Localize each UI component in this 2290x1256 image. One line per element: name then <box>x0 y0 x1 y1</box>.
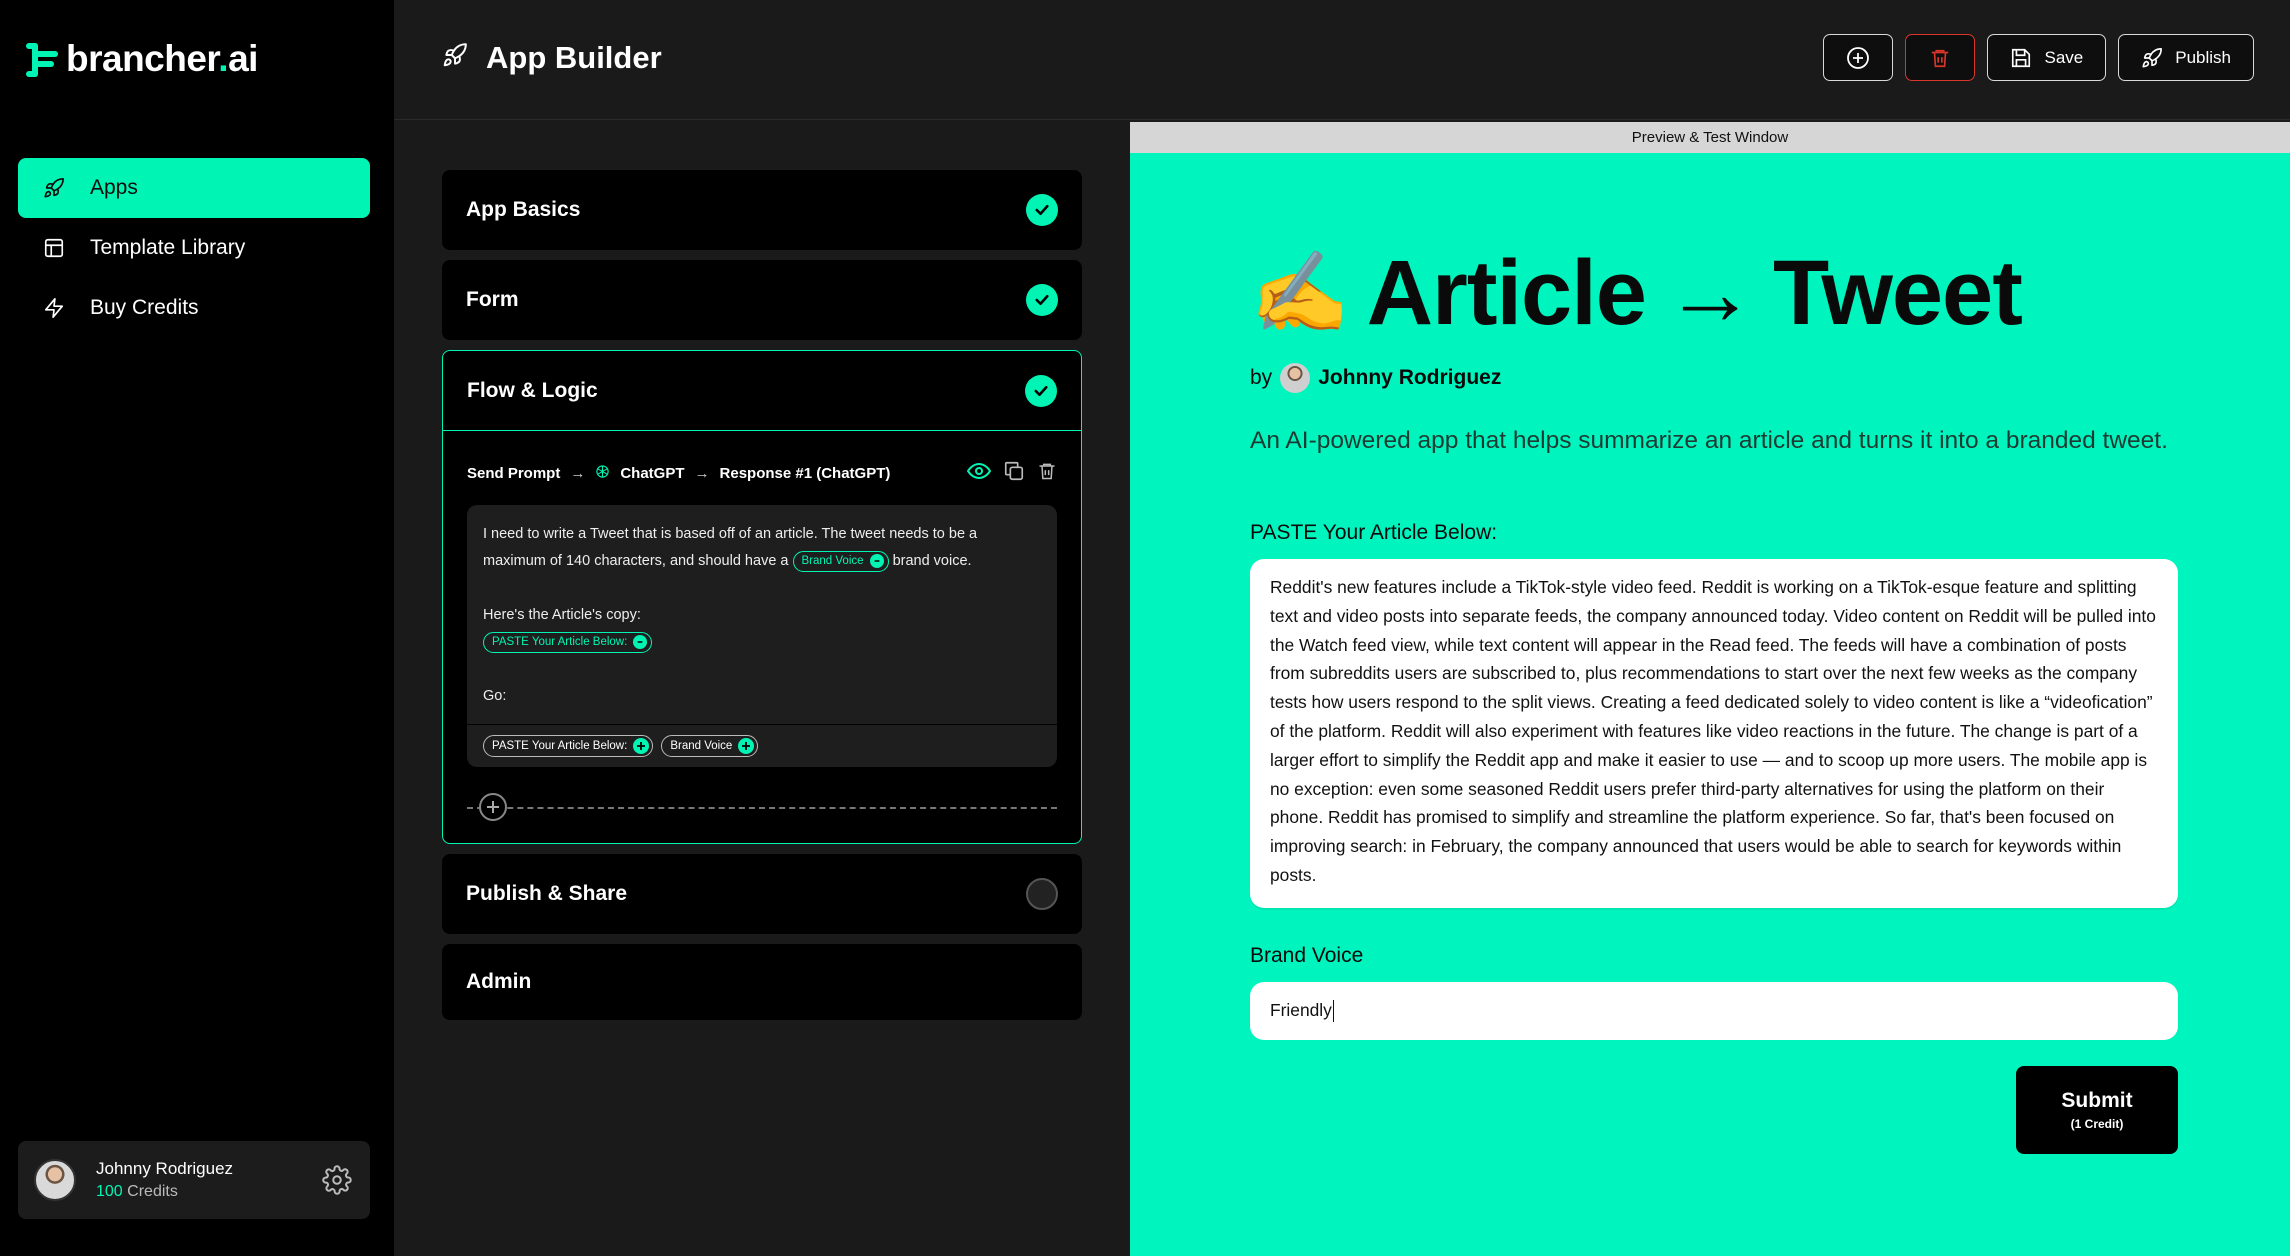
insert-variable-article[interactable]: PASTE Your Article Below: <box>483 735 653 757</box>
sidebar-item-apps[interactable] <box>18 158 370 218</box>
app-title: ✍️ Article → Tweet <box>1250 242 2022 344</box>
section-publish-share[interactable] <box>442 854 1082 934</box>
minus-icon[interactable] <box>870 554 884 568</box>
preview-window <box>1130 122 2290 1256</box>
section-header[interactable] <box>443 351 1081 431</box>
brand-voice-input[interactable]: Friendly <box>1250 982 2178 1040</box>
brancher-logo-icon <box>26 39 60 79</box>
step-response-label: Response #1 (ChatGPT) <box>719 464 891 482</box>
header-actions <box>1823 34 2254 81</box>
step-send-label: Send Prompt <box>467 464 561 482</box>
plus-icon <box>738 738 754 754</box>
submit-button[interactable]: Submit (1 Credit) <box>2016 1066 2178 1154</box>
add-button[interactable] <box>1823 34 1893 81</box>
prompt-line: Here's the Article's copy: <box>483 607 641 623</box>
section-title: Publish & Share <box>466 882 628 905</box>
prompt-line: maximum of 140 characters, and should have a Brand Voice brand voice. <box>483 548 1041 575</box>
minus-icon[interactable] <box>633 635 647 649</box>
app-description: An AI-powered app that helps summarize an article and turns it into a branded tweet. <box>1250 427 2168 454</box>
section-title: App Basics <box>466 198 581 221</box>
openai-icon <box>595 464 610 483</box>
sidebar <box>0 0 394 1256</box>
copy-icon[interactable] <box>1003 460 1025 486</box>
user-name: Johnny Rodriguez <box>96 1159 234 1178</box>
save-button[interactable]: Save <box>1987 34 2106 81</box>
prompt-line <box>483 629 1041 656</box>
user-card[interactable] <box>18 1141 370 1219</box>
section-flow-logic <box>442 350 1082 844</box>
add-step-divider <box>467 793 1057 821</box>
gear-icon[interactable] <box>322 1165 352 1195</box>
prompt-text[interactable] <box>467 505 1057 724</box>
publish-button[interactable]: Publish <box>2118 34 2254 81</box>
preview-content <box>1250 153 2178 1154</box>
step-model-label: ChatGPT <box>620 464 685 482</box>
check-circle-icon <box>1026 194 1058 226</box>
insert-variable-brand-voice[interactable]: Brand Voice <box>661 735 758 757</box>
prompt-editor[interactable] <box>467 505 1057 767</box>
writing-hand-icon: ✍️ <box>1250 248 1349 337</box>
prompt-line: I need to write a Tweet that is based off of an article. The tweet needs to be a <box>483 526 978 542</box>
app-byline: by Johnny Rodriguez <box>1250 363 2178 393</box>
sidebar-item-label: Template Library <box>90 236 246 259</box>
sidebar-item-template-library[interactable] <box>18 218 370 278</box>
section-title: Admin <box>466 970 532 993</box>
arrow-right-icon: → <box>694 464 710 482</box>
page-title-text: App Builder <box>486 40 662 75</box>
bolt-icon <box>42 296 66 320</box>
brand-voice-label: Brand Voice <box>1250 943 1364 967</box>
rocket-icon <box>42 176 66 200</box>
avatar <box>1280 363 1310 393</box>
trash-icon <box>1929 47 1951 69</box>
layout-icon <box>42 236 66 260</box>
arrow-right-icon: → <box>570 464 586 482</box>
sidebar-item-label: Buy Credits <box>90 296 199 319</box>
trash-icon[interactable] <box>1037 461 1057 485</box>
section-app-basics[interactable] <box>442 170 1082 250</box>
flow-step-header <box>467 459 1057 487</box>
section-title: Form <box>466 288 519 311</box>
plus-icon <box>633 738 649 754</box>
check-circle-icon <box>1026 284 1058 316</box>
plus-circle-icon <box>1846 46 1870 70</box>
sidebar-item-buy-credits[interactable] <box>18 278 370 338</box>
preview-title-bar: Preview & Test Window <box>1130 122 2290 153</box>
variable-chip-article[interactable]: PASTE Your Article Below: <box>483 632 652 653</box>
user-meta <box>96 1159 233 1201</box>
save-icon <box>2010 47 2032 69</box>
sidebar-nav <box>18 158 370 338</box>
incomplete-circle-icon <box>1026 878 1058 910</box>
page-title <box>442 40 662 76</box>
section-title: Flow & Logic <box>467 378 598 402</box>
check-circle-icon <box>1025 375 1057 407</box>
user-credits: 100 Credits <box>96 1183 178 1200</box>
delete-button[interactable] <box>1905 34 1975 81</box>
sidebar-item-label: Apps <box>90 176 138 199</box>
brand-logo[interactable] <box>26 38 258 80</box>
article-textarea[interactable]: Reddit's new features include a TikTok-style video feed. Reddit is working on a TikTok-esque feature and splitting text and video posts into separate feeds, the company announced today. Video content on Reddit will be pulled into the Watch feed view, while text content will appear in the Read feed. The feeds will have a combination of posts from subreddits users are subscribed to, plus recommendations to start over the next few weeks as the company tests how users respond to the split views. Creating a feed dedicated solely to video content is like a “videofication” of the platform. Reddit will also experiment with features like video reactions in the future. The change is part of a larger effort to simplify the Reddit app and make it easier to use — and to scoop up more users. The mobile app is no exception: even some seasoned Reddit users prefer third-party alternatives for using the platform on their phone. Reddit has promised to simplify and streamline the platform experience. So far, that's been focused on improving search: in February, the company announced that users would be able to search for keywords within posts. <box>1250 559 2178 908</box>
rocket-icon <box>442 40 468 76</box>
flow-step <box>443 431 1081 843</box>
eye-icon[interactable] <box>967 459 991 487</box>
rocket-icon <box>2141 47 2163 69</box>
header <box>394 0 2290 120</box>
prompt-line: Go: <box>483 688 507 704</box>
avatar <box>34 1159 76 1201</box>
variable-bar <box>467 724 1057 767</box>
add-step-button[interactable] <box>479 793 507 821</box>
section-admin[interactable] <box>442 944 1082 1020</box>
builder-panel <box>442 170 1082 1030</box>
author-name: Johnny Rodriguez <box>1318 366 1502 389</box>
section-form[interactable] <box>442 260 1082 340</box>
brand-name: brancher.ai <box>66 38 258 79</box>
article-field-label: PASTE Your Article Below: <box>1250 521 1498 544</box>
variable-chip-brand-voice[interactable]: Brand Voice <box>793 551 889 572</box>
